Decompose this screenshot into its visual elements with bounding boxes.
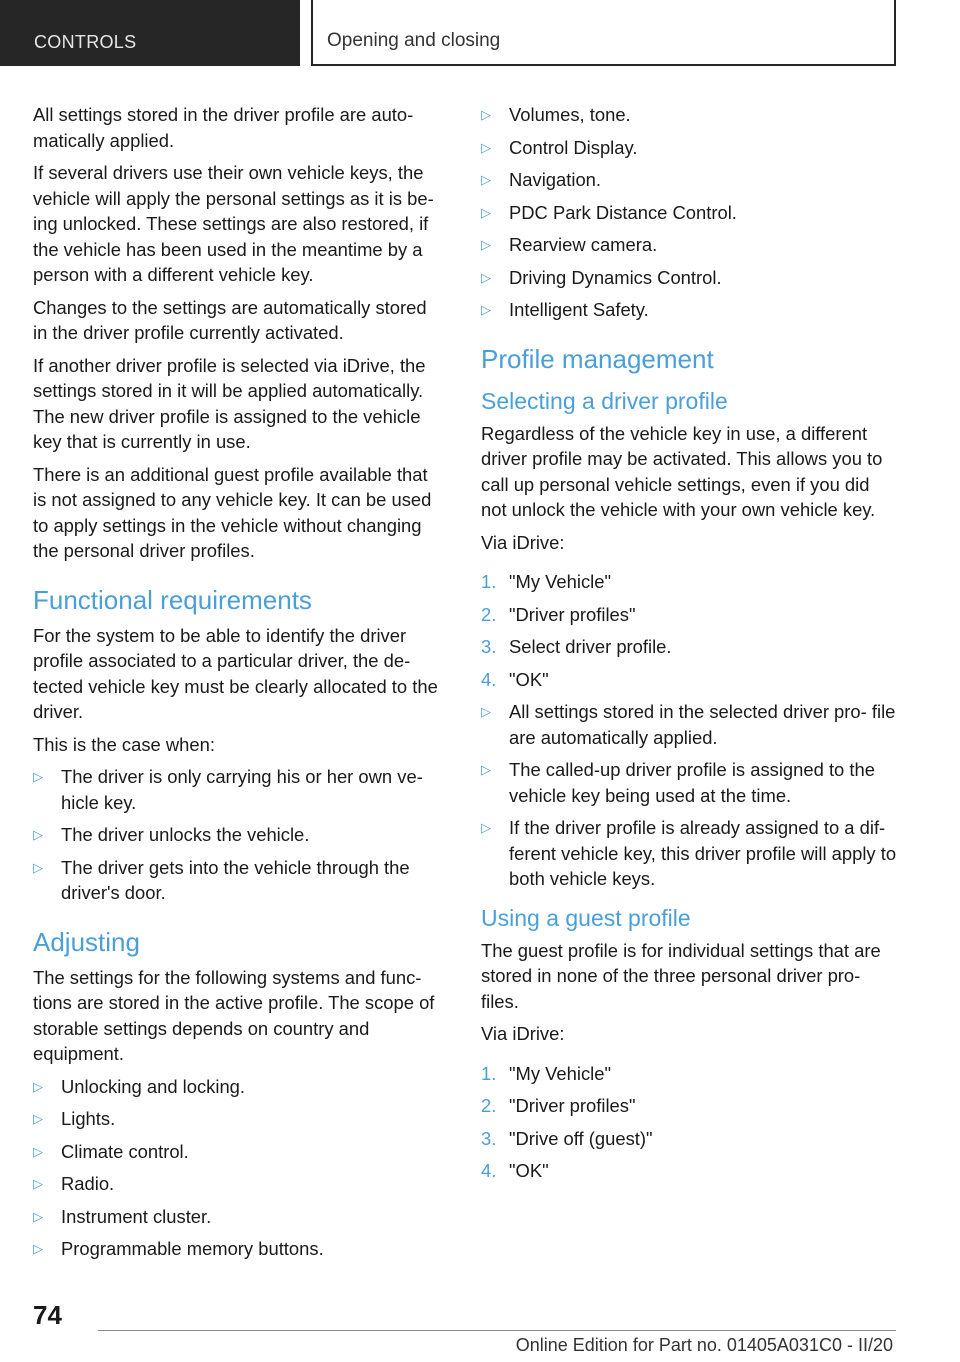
triangle-bullet-icon: ▷: [481, 204, 491, 220]
step-item: 4. "OK": [481, 667, 899, 693]
section-tab: CONTROLS: [0, 0, 300, 66]
step-item: 4. "OK": [481, 1158, 899, 1184]
list-item: ▷ Rearview camera.: [481, 232, 899, 258]
via-idrive-label: Via iDrive:: [481, 1023, 565, 1044]
profile-management-heading: Profile management: [481, 343, 714, 374]
list-item: ▷ Programmable memory buttons.: [33, 1236, 445, 1262]
triangle-bullet-icon: ▷: [33, 1176, 43, 1191]
guest-profile-heading: Using a guest profile: [481, 904, 691, 931]
step-number: 4.: [481, 668, 497, 690]
list-item: ▷ Unlocking and locking.: [33, 1074, 445, 1100]
triangle-bullet-icon: ▷: [481, 172, 491, 187]
step-number: 3.: [481, 636, 497, 657]
adjusting-list: [33, 1074, 445, 1262]
list-item: ▷ The called-up driver profile is assigned to the vehicle key being used at the time.: [481, 759, 875, 806]
page-number: 74: [33, 1300, 62, 1330]
list-item: ▷ Navigation.: [481, 167, 899, 193]
list-item: ▷ Driving Dynamics Control.: [481, 265, 899, 291]
list-item: ▷ All settings stored in the selected driver pro‐ file are automatically applied.: [481, 701, 896, 748]
list-item: ▷ The driver gets into the vehicle through the driver's door.: [33, 856, 410, 903]
list-item: ▷ Intelligent Safety.: [481, 297, 899, 323]
list-item: ▷ If the driver profile is already assigned to a dif‐ ferent vehicle key, this driver profile will apply to both vehicle keys.: [481, 817, 897, 889]
triangle-bullet-icon: ▷: [481, 762, 491, 777]
chapter-tab: [311, 0, 896, 66]
step-item: 2. "Driver profiles": [481, 602, 899, 628]
triangle-bullet-icon: ▷: [33, 1241, 43, 1256]
intro-paragraph: There is an additional guest profile available that is not assigned to any vehicle key. It can be used to apply settings in the vehicle without changing the personal driver profiles.: [33, 463, 432, 561]
selecting-driver-profile-heading: Selecting a driver profile: [481, 387, 728, 414]
functional-requirements-heading: Functional requirements: [33, 584, 312, 615]
triangle-bullet-icon: ▷: [481, 820, 491, 835]
list-item: ▷ PDC Park Distance Control.: [481, 200, 899, 226]
step-item: 2. "Driver profiles": [481, 1093, 899, 1119]
triangle-bullet-icon: ▷: [33, 769, 43, 784]
triangle-bullet-icon: ▷: [33, 1078, 43, 1094]
list-item: ▷ Lights.: [33, 1106, 445, 1132]
triangle-bullet-icon: ▷: [481, 139, 491, 155]
triangle-bullet-icon: ▷: [481, 302, 491, 317]
guest-text: The guest profile is for individual settings that are stored in none of the three personal driver pro‐ files.: [481, 939, 881, 1012]
list-item: ▷ Control Display.: [481, 135, 899, 161]
triangle-bullet-icon: ▷: [481, 269, 491, 285]
left-column: [33, 102, 445, 1269]
guest-steps: [481, 1061, 899, 1184]
triangle-bullet-icon: ▷: [481, 704, 491, 719]
list-item: ▷ Radio.: [33, 1171, 445, 1197]
triangle-bullet-icon: ▷: [33, 1143, 43, 1159]
selecting-notes: [481, 699, 899, 892]
chapter-title: Opening and closing: [313, 0, 894, 64]
triangle-bullet-icon: ▷: [33, 827, 43, 842]
via-idrive-label: Via iDrive:: [481, 531, 565, 553]
list-item: ▷ Instrument cluster.: [33, 1204, 445, 1230]
step-number: 3.: [481, 1127, 497, 1149]
triangle-bullet-icon: ▷: [33, 1208, 43, 1224]
step-item: 3. Select driver profile.: [481, 634, 899, 660]
triangle-bullet-icon: ▷: [481, 107, 491, 122]
right-column: [481, 102, 899, 1191]
edition-footer: Online Edition for Part no. 01405A031C0 - II/20: [515, 1335, 893, 1355]
step-number: 4.: [481, 1160, 497, 1181]
step-number: 2.: [481, 1095, 497, 1116]
intro-paragraph: Changes to the settings are automatically stored in the driver profile currently activated.: [33, 296, 427, 343]
triangle-bullet-icon: ▷: [481, 237, 491, 252]
functional-case: This is the case when:: [33, 733, 215, 755]
step-item: 3. "Drive off (guest)": [481, 1126, 899, 1152]
list-item: ▷ The driver unlocks the vehicle.: [33, 822, 445, 848]
functional-list: [33, 764, 445, 906]
selecting-text: Regardless of the vehicle key in use, a different driver profile may be activated. This allows you to call up personal vehicle settings, even if you did not unlock the vehicle with your own vehicle key.: [481, 422, 883, 520]
adjusting-text: The settings for the following systems and func‐ tions are stored in the active profile. The scope of storable settings depends on country and equipment.: [33, 966, 435, 1064]
step-number: 1.: [481, 1062, 497, 1084]
triangle-bullet-icon: ▷: [33, 1111, 43, 1126]
intro-paragraph: If several drivers use their own vehicle keys, the vehicle will apply the personal settings as it is be‐ ing unlocked. These settings are also restored, if the vehicle has been used in the meantime by a person with a different vehicle key.: [33, 162, 434, 285]
step-number: 1.: [481, 571, 497, 592]
selecting-steps: [481, 569, 899, 692]
intro-paragraph: If another driver profile is selected via iDrive, the settings stored in it will be applied automatically. The new driver profile is assigned to the vehicle key that is currently in use.: [33, 354, 426, 452]
adjusting-list-continued: [481, 102, 899, 323]
list-item: ▷ Volumes, tone.: [481, 102, 899, 128]
footer-divider: [98, 1330, 896, 1331]
triangle-bullet-icon: ▷: [33, 859, 43, 875]
functional-text: For the system to be able to identify the driver profile associated to a particular driver, the de‐ tected vehicle key must be clearly allocated to the driver.: [33, 624, 438, 722]
list-item: ▷ Climate control.: [33, 1139, 445, 1165]
step-number: 2.: [481, 603, 497, 625]
adjusting-heading: Adjusting: [33, 926, 140, 957]
list-item: ▷ The driver is only carrying his or her own ve‐ hicle key.: [33, 766, 423, 813]
step-item: 1. "My Vehicle": [481, 569, 899, 595]
intro-paragraph: All settings stored in the driver profile are auto‐ matically applied.: [33, 104, 414, 151]
step-item: 1. "My Vehicle": [481, 1061, 899, 1087]
